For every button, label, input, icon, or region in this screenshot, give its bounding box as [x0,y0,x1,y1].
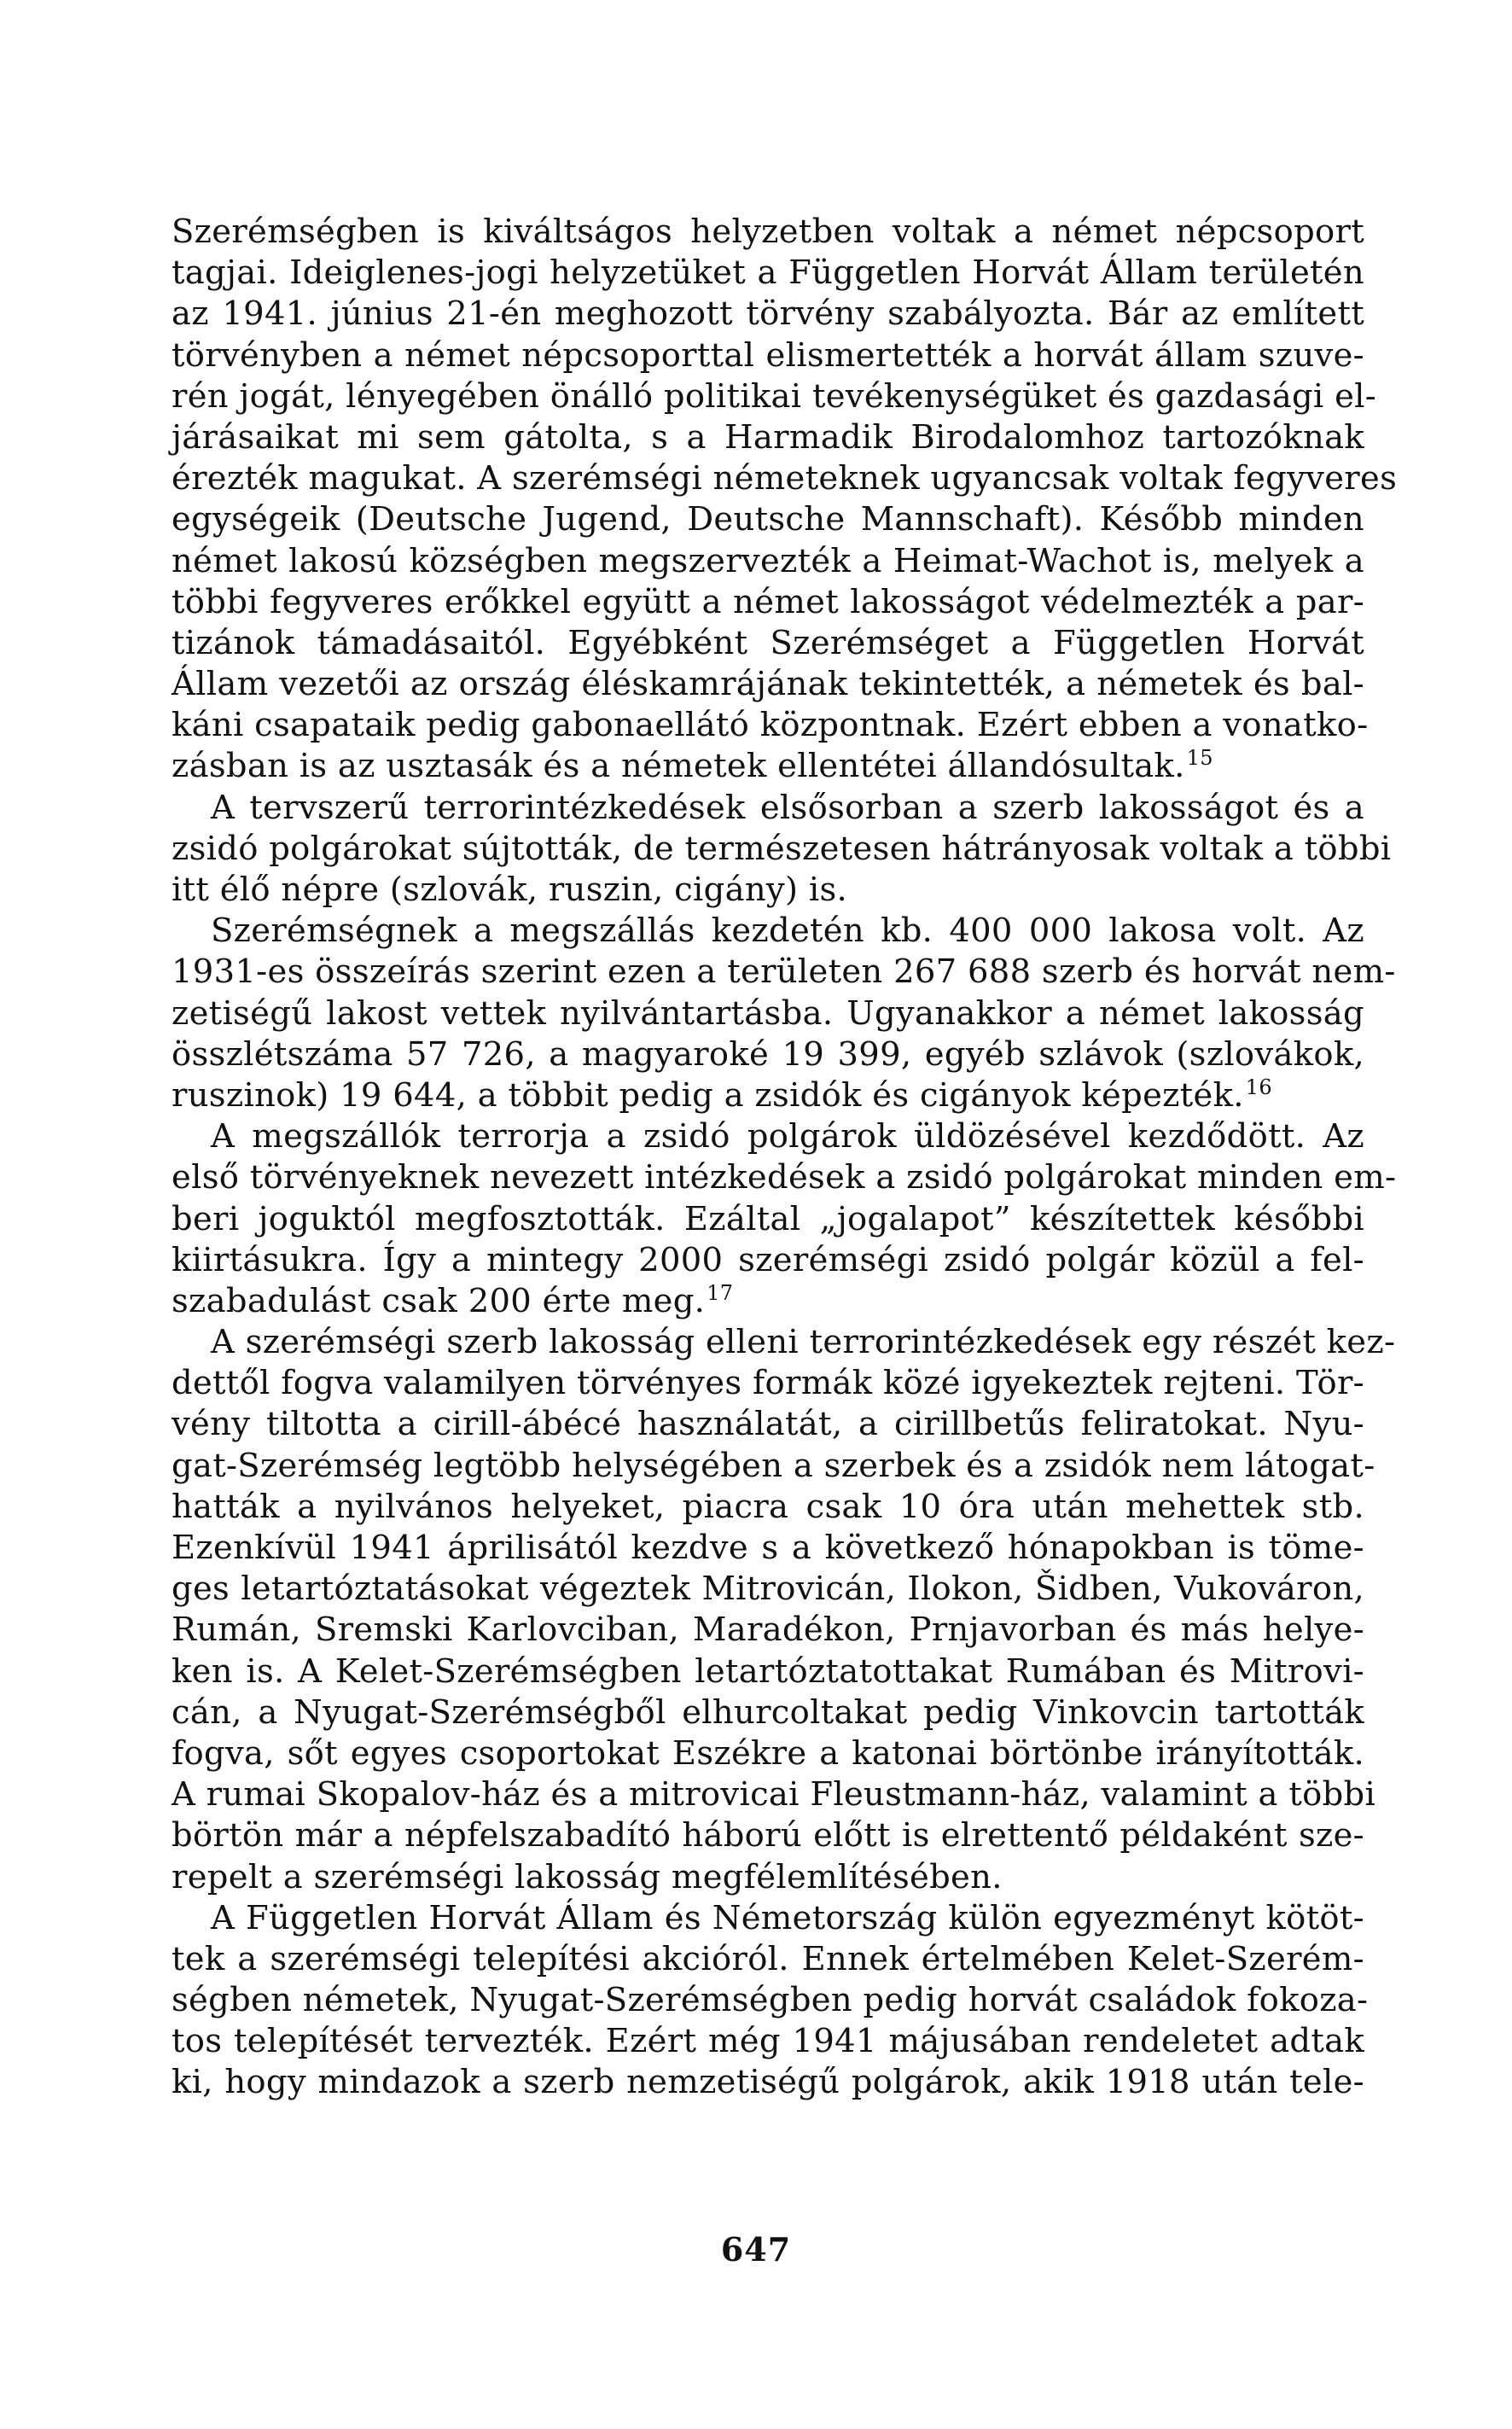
text-line: érezték magukat. A szerémségi németeknek ugyancsak voltak fegyveres [172,459,1398,498]
text-line [172,1281,1364,1322]
paragraph-1 [172,212,1398,788]
text-line: fogva, sőt egyes csoportokat Eszékre a katonai börtönbe irányították. [172,1733,1364,1773]
text-line: ken is. A Kelet-Szerémségben letartóztatottakat Rumában és Mitrovi- [172,1651,1364,1691]
text-line: ségben németek, Nyugat-Szerémségben pedig horvát családok fokoza- [172,1981,1369,2020]
text-line: A megszállók terrorja a zsidó polgárok üldözésével kezdődött. Az [211,1117,1364,1156]
text-line: többi fegyveres erőkkel együtt a német lakosságot védelmezték a par- [172,582,1364,621]
text-line: Ezenkívül 1941 áprilisától kezdve s a következő hónapokban is töme- [172,1529,1364,1567]
text-line: dettől fogva valamilyen törvényes formák közé igyekeztek rejteni. Tör- [172,1364,1364,1403]
text-line: A szerémségi szerb lakosság elleni terrorintézkedések egy részét kez- [211,1323,1396,1362]
text-line: első törvényeknek nevezett intézkedések a zsidó polgárokat minden em- [172,1158,1397,1197]
text-line: repelt a szerémségi lakosság megfélemlítésében. [172,1857,1003,1896]
text-line: cán, a Nyugat-Szerémségből elhurcoltakat pedig Vinkovcin tartották [172,1692,1364,1732]
text-line: tizánok támadásaitól. Egyébként Szerémséget a Független Horvát [172,623,1364,662]
text-line: Állam vezetői az ország éléskamrájának tekintették, a németek és bal- [172,665,1364,704]
text-line: 1931-es összeírás szerint ezen a területen 267 688 szerb és horvát nem- [172,952,1396,992]
page-number: 647 [720,2230,792,2269]
text-line: zsidó polgárokat sújtották, de természetesen hátrányosak voltak a többi [172,829,1392,868]
paragraph-4 [172,1116,1397,1322]
paragraph-5 [172,1322,1396,1898]
paragraph-6 [172,1898,1369,2104]
text-line: rén jogát, lényegében önálló politikai tevékenységüket és gazdasági el- [172,376,1377,416]
text-line: hatták a nyilvános helyeket, piacra csak 10 óra után mehettek stb. [172,1487,1364,1526]
paragraph-2 [172,788,1392,912]
text-line: A Független Horvát Állam és Németország külön egyezményt kötöt- [211,1898,1364,1937]
text-line: összlétszáma 57 726, a magyaroké 19 399, egyéb szlávok (szlovákok, [172,1034,1364,1074]
footnote-marker: 15 [1186,746,1213,771]
text-line: tos telepítését tervezték. Ezért még 1941 májusában rendeletet adtak [172,2022,1364,2061]
text-line: A rumai Skopalov-ház és a mitrovicai Fleustmann-ház, valamint a többi [172,1775,1376,1814]
text-line-content: zásban is az usztasák és a németek ellentétei állandósultak. [172,747,1185,786]
text-line: káni csapataik pedig gabonaellátó központnak. Ezért ebben a vonatko- [172,706,1369,745]
text-line: tek a szerémségi telepítési akcióról. Ennek értelmében Kelet-Szerém- [172,1939,1364,1978]
text-line: beri joguktól megfosztották. Ezáltal „jogalapot” készítettek későbbi [172,1199,1364,1238]
body-text [172,212,1398,2104]
text-line: kiirtásukra. Így a mintegy 2000 szerémségi zsidó polgár közül a fel- [172,1240,1364,1279]
text-line: gat-Szerémség legtöbb helységében a szerbek és a zsidók nem látogat- [172,1446,1375,1485]
footnote-marker: 16 [1245,1075,1272,1099]
text-line [172,1075,1364,1116]
text-line: börtön már a népfelszabadító háború előtt is elrettentő példaként sze- [172,1816,1364,1855]
text-line: ges letartóztatásokat végeztek Mitrovicán, Ilokon, Šidben, Vukováron, [172,1570,1364,1609]
text-line: Szerémségnek a megszállás kezdetén kb. 400 000 lakosa volt. Az [211,912,1364,951]
text-line: német lakosú községben megszervezték a Heimat-Wachot is, melyek a [172,541,1364,580]
text-line: járásaikat mi sem gátolta, s a Harmadik Birodalomhoz tartozóknak [172,417,1364,457]
text-line: az 1941. június 21-én meghozott törvény szabályozta. Bár az említett [172,294,1364,334]
text-line [172,746,1364,787]
text-line: tagjai. Ideiglenes-jogi helyzetüket a Független Horvát Állam területén [172,253,1364,293]
text-line-content: ruszinok) 19 644, a többit pedig a zsidók és cigányok képezték. [172,1075,1244,1115]
text-line: vény tiltotta a cirill-ábécé használatát, a cirillbetűs feliratokat. Nyu- [172,1405,1364,1444]
text-line: Rumán, Sremski Karlovciban, Maradékon, Prnjavorban és más helye- [172,1611,1364,1650]
text-line: ki, hogy mindazok a szerb nemzetiségű polgárok, akik 1918 után tele- [172,2063,1364,2102]
paragraph-3 [172,911,1396,1116]
text-line: zetiségű lakost vettek nyilvántartásba. Ugyanakkor a német lakosság [172,993,1364,1033]
text-line: törvényben a német népcsoporttal elismertették a horvát állam szuve- [172,335,1364,375]
footnote-marker: 17 [707,1280,734,1305]
text-line: egységeik (Deutsche Jugend, Deutsche Mannschaft). Később minden [172,500,1364,539]
text-line: A tervszerű terrorintézkedések elsősorban a szerb lakosságot és a [211,788,1364,827]
text-line: Szerémségben is kiváltságos helyzetben voltak a német népcsoport [172,213,1364,251]
text-line: itt élő népre (szlovák, ruszin, cigány) is. [172,871,848,909]
text-line-content: szabadulást csak 200 érte meg. [172,1281,706,1320]
